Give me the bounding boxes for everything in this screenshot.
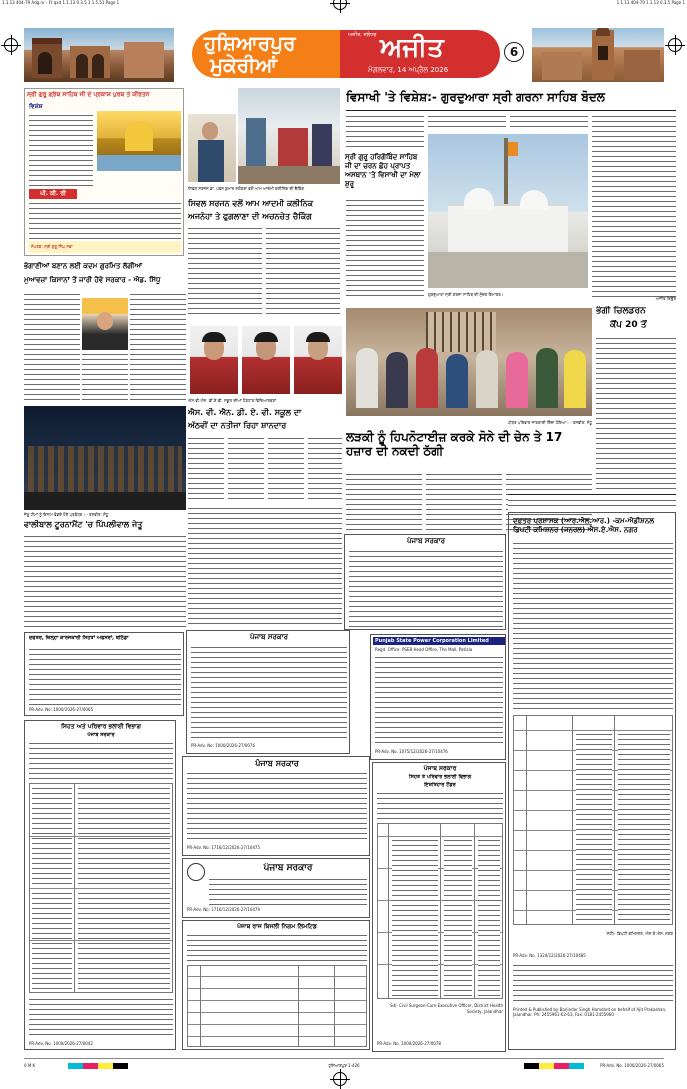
volleyball-text (24, 534, 186, 628)
gurdwara-text-2 (346, 198, 424, 298)
registration-mark (4, 38, 18, 52)
clinic-photo-2 (238, 88, 340, 184)
section-rule (508, 494, 676, 495)
clinic-text-1 (188, 226, 262, 318)
health-dept-table (29, 783, 173, 993)
bottom-left: 0 M K (24, 1063, 36, 1068)
page-number: 6 (504, 42, 524, 62)
file-info-right: 1.1.13 404-79 1.1.13 0.3.5 Page 1 (616, 0, 685, 5)
volleyball-headline: ਵਾਲੀਬਾਲ ਟੂਰਨਾਮੈਂਟ 'ਚ ਪਿੱਪਲੀਵਾਲ ਜੇਤੂ (24, 520, 143, 529)
health-dept-intro (29, 741, 173, 781)
pspcl-notice (370, 634, 506, 760)
tender-sub2: ਇਸ਼ਤਿਹਾਰ ਟੈਂਡਰ (424, 782, 456, 788)
school-photo-caption: ਐਸ.ਵੀ.ਐਨ. ਡੀ.ਏ.ਵੀ. ਸਕੂਲ ਦੀਆਂ ਹੋਣਹਾਰ ਵਿਦਿਆਰਥਣਾਂ (188, 398, 277, 403)
bhangi-text (596, 336, 676, 492)
pspcl-footer: PR-Adv. No. 1075/12/2026-27/10476 (375, 749, 448, 754)
school-text-1 (188, 436, 224, 502)
school-text-2 (228, 436, 264, 502)
punjab-power-intro (187, 933, 367, 963)
lah-notice (508, 512, 676, 1050)
center-left-text (188, 506, 342, 626)
health-dept-outro (29, 997, 173, 1037)
punjab-power-title: ਪੰਜਾਬ ਰਾਜ ਬਿਜਲੀ ਨਿਗਮ ਲਿਮਟਿਡ (237, 923, 317, 930)
gurdwara-text-4 (510, 114, 588, 130)
file-info: 1.1.13 404-79 Adg.nr - Ft qxd 1.1.13 0.3.5 1 1.5.51 Page 1 (2, 0, 120, 5)
health-dept-sub: ਪੰਜਾਬ ਸਰਕਾਰ (87, 732, 115, 738)
lah-notice-footer: PR-Adv. No. 1324/12/2026-27/10485 (513, 953, 586, 958)
region-title-banner (192, 30, 340, 78)
ad-body (29, 201, 181, 241)
gurdwara-text-3 (428, 114, 506, 130)
gurdwara-byline: ਅਜੀਤ ਬਿਊਰੋ (655, 296, 676, 301)
bathinda-notice-body (29, 647, 181, 705)
punjab-govt-4-title: ਪੰਜਾਬ ਸਰਕਾਰ (406, 537, 445, 545)
pspcl-sub: Regd. Office: PSEB Head Office, The Mall, Patiala (375, 647, 473, 652)
lah-notice-body (513, 541, 673, 711)
paper-name: ਅਜੀਤ (380, 33, 444, 63)
punjab-govt-3-body (209, 877, 367, 905)
punjab-govt-notice-2 (182, 756, 370, 856)
bounds-article-text (24, 292, 80, 402)
punjab-govt-notice-3 (182, 858, 370, 918)
lah-notice-title: ਦਫ਼ਤਰ ਪ੍ਰਸ਼ਾਸਕ (ਆਰ.ਐਲ.ਆਰ.) -ਕਮ-ਐਡੀਸ਼ਨਲ ਡਿਪਟੀ ਕਮਿਸ਼ਨਰ (ਜਨਰਲ) ਐਸ.ਏ.ਐਸ. ਨਗਰ (513, 517, 654, 534)
ad-footer: ਸੰਪਰਕ: ਸ੍ਰੀ ਗੁਰੂ ਸਿੰਘ ਸਭਾ (31, 244, 73, 249)
volleyball-caption: ਜੇਤੂ ਟੀਮਾਂ ਨੂੰ ਇਨਾਮ ਵੰਡਦੇ ਹੋਏ ਪ੍ਰਬੰਧਕ। - ਤਸਵੀਰ: ਸੰਧੂ (24, 512, 109, 517)
theft-text-2 (426, 472, 502, 532)
registration-mark (333, 0, 347, 10)
punjab-govt-2-body (187, 771, 367, 841)
clinic-photo-1 (188, 114, 236, 182)
publisher-line: Printed & Published by Barjinder Singh Hamdard on behalf of Ajit Prakashan, Jalandhar. Ph: 2455961-62-63, Fax: 0181-2455960 (513, 1007, 667, 1017)
punjab-govt-2-title: ਪੰਜਾਬ ਸਰਕਾਰ (255, 759, 299, 768)
masthead-photo-right (532, 28, 664, 82)
punjab-govt-4-body (349, 549, 503, 627)
punjab-govt-notice-4 (344, 534, 506, 630)
paper-name-banner (340, 30, 500, 78)
punjab-govt-1-body (191, 645, 347, 741)
tender-footer: PR-Adv. No. 1000/2026-27/0078 (377, 1041, 441, 1046)
headline-rule (346, 110, 676, 111)
bottom-right: PR-Adv. No. 1000/2026-27/0065 (600, 1063, 664, 1068)
tender-notice (372, 762, 506, 1052)
registration-mark (668, 38, 682, 52)
bounds-headline-line1: ਭੰਗਾਣੀਆਂ ਬਣਾਨ ਲਈ ਕਦਮ ਗੁਰਮਿਤ ਲੱਗੀਆਂ (24, 262, 143, 270)
bhangi-headline-line1: ਭੰਗੀ ਚਿਲਡਰਨ (596, 306, 646, 316)
pspcl-title-bar (373, 637, 505, 645)
gurdwara-photo-caption: ਗੁਰਦੁਆਰਾ ਸ੍ਰੀ ਗਰਨਾ ਸਾਹਿਬ ਦੀ ਸੁੰਦਰ ਇਮਾਰਤ। (428, 292, 504, 297)
lah-notice-signature: ਸਹੀ/- ਡਿਪਟੀ ਕਮਿਸ਼ਨਰ, ਐਸ.ਏ.ਐਸ. ਨਗਰ (606, 931, 673, 936)
tender-sub: ਸਿਹਤ ਤੇ ਪਰਿਵਾਰ ਭਲਾਈ ਵਿਭਾਗ (408, 774, 472, 780)
right-text-top (508, 498, 676, 510)
punjab-emblem (187, 863, 205, 881)
theft-text-1 (346, 472, 422, 532)
ad-label-box: ਪੀ. ਕੀ. ਰੀ (29, 189, 77, 199)
edition-label: ਅਜੀਤ, ਜਲੰਧਰ (348, 32, 377, 38)
clinic-headline-line1: ਸਿਵਲ ਸਰਜਨ ਵਲੋਂ ਆਮ ਆਦਮੀ ਕਲੀਨਿਕ (188, 199, 314, 208)
student-photo-3 (294, 326, 342, 394)
punjab-govt-3-title: ਪੰਜਾਬ ਸਰਕਾਰ (263, 863, 313, 873)
clinic-text-2 (266, 226, 340, 318)
ad-footer-box (29, 241, 181, 253)
volleyball-photo (24, 406, 186, 510)
health-dept-footer: PR-Adv. No. 1000/2026-27/0042 (29, 1041, 93, 1046)
theft-photo-caption: ਪੀੜਤ ਪਰਿਵਾਰ ਜਾਣਕਾਰੀ ਦਿੰਦਾ ਹੋਇਆ। - ਤਸਵੀਰ: ਸੰਧੂ (507, 420, 592, 425)
lah-extra-text (513, 963, 673, 1003)
registration-mark (333, 1072, 347, 1086)
bottom-strip (24, 1058, 664, 1072)
bathinda-notice-title: ਦਫਤਰ, ਜ਼ਿਲ੍ਹਾ ਕਾਰਜਕਾਰੀ ਸਿਹਤਾਂ ਅਫਸਰਾਂ, ਬਠਿੰਡਾ (29, 635, 129, 641)
school-text-3 (268, 436, 304, 502)
student-photo-1 (190, 326, 238, 394)
gurdwara-photo (428, 134, 588, 288)
region-title-line1: ਹੁਸ਼ਿਆਰਪੁਰ (204, 31, 296, 55)
punjab-power-table (187, 965, 367, 1047)
portrait-photo (82, 298, 128, 350)
punjab-govt-3-footer: PR-Adv. No: 1716/12/2026-27/10479 (187, 907, 260, 912)
bounds-article-text-3 (82, 352, 128, 402)
golden-temple-photo (97, 111, 181, 171)
color-bar (68, 1063, 128, 1069)
lah-notice-table (513, 715, 673, 925)
ad-subheading: ਵਿਸ਼ੇਸ਼ (29, 103, 43, 110)
bottom-center: ਹੁਸ਼ਿਆਰਪੁਰ 1-426 (328, 1063, 360, 1068)
religious-ad (24, 88, 184, 256)
punjab-govt-2-footer: PR-Adv. No: 1716/12/2026-27/10475 (187, 845, 260, 850)
ad-text (29, 113, 93, 187)
masthead-photo-left (24, 28, 174, 82)
ad-heading: ਸ੍ਰੀ ਗੁਰੂ ਗ੍ਰੰਥ ਸਾਹਿਬ ਜੀ ਦੇ ਪ੍ਰਕਾਸ਼ ਪੁਰਬ ਤੇ ਕੀਰਤਨ (27, 91, 150, 98)
bounds-headline-line2: ਮੁਆਵਜ਼ਾ ਕਿਸਾਨਾਂ ਤੋਂ ਜਾਰੀ ਹੋਵੇ ਸਰਕਾਰ - ਐਡ. ਸਿੱਧੂ (24, 276, 161, 284)
bathinda-notice (24, 632, 184, 716)
health-dept-title: ਸਿਹਤ ਅਤੇ ਪਰਿਵਾਰ ਭਲਾਈ ਵਿਭਾਗ (61, 723, 141, 730)
tender-title: ਪੰਜਾਬ ਸਰਕਾਰ (423, 765, 457, 772)
masthead (24, 24, 664, 86)
health-dept-notice (24, 720, 176, 1050)
bathinda-notice-footer: PR-Adv. No: 1000/2026-27/0065 (29, 707, 94, 712)
school-headline-line2: ਅੱਠਵੀਂ ਦਾ ਨਤੀਜਾ ਰਿਹਾ ਸ਼ਾਨਦਾਰ (188, 421, 287, 430)
clinic-caption: ਸਿਵਲ ਸਰਜਨ ਡਾ. ਪਵਨ ਕੁਮਾਰ ਸ਼ਗੋਤਰਾ ਵਲੋਂ ਆਮ ਆਦਮੀ ਕਲੀਨਿਕ ਦੀ ਚੈਕਿੰਗ (188, 186, 305, 191)
tender-table (377, 823, 503, 999)
punjab-govt-1-footer: PR-Adv. No: 1000/2026-27/0076 (191, 743, 256, 748)
bounds-article-text-2 (130, 292, 186, 402)
region-title-line2: ਮੁਕੇਰੀਆਂ (210, 53, 278, 77)
student-photo-2 (242, 326, 290, 394)
gurdwara-text-5 (592, 114, 676, 298)
theft-headline: ਲੜਕੀ ਨੂੰ ਹਿਪਨੋਟਾਈਜ਼ ਕਰਕੇ ਸੋਨੇ ਦੀ ਚੇਨ ਤੇ 17 ਹਜ਼ਾਰ ਦੀ ਨਕਦੀ ਠੱਗੀ (346, 430, 563, 458)
gurdwara-text-1 (346, 114, 424, 150)
theft-photo (346, 308, 592, 416)
edition-date: ਮੰਗਲਵਾਰ, 14 ਅਪ੍ਰੈਲ 2026 (368, 66, 449, 74)
gurdwara-headline: ਵਿਸਾਖੀ 'ਤੇ ਵਿਸ਼ੇਸ਼:- ਗੁਰਦੁਆਰਾ ਸ੍ਰੀ ਗਰਨਾ ਸਾਹਿਬ ਬੋਦਲ (346, 90, 605, 104)
punjab-govt-1-title: ਪੰਜਾਬ ਸਰਕਾਰ (249, 633, 288, 641)
pspcl-body (375, 655, 503, 747)
school-headline-line1: ਐਸ. ਵੀ. ਐਨ. ਡੀ. ਏ. ਵੀ. ਸਕੂਲ ਦਾ (188, 408, 302, 417)
gurdwara-sidebar-quote: ਸ੍ਰੀ ਗੁਰੂ ਹਰਿਗੋਬਿੰਦ ਸਾਹਿਬ ਜੀ ਦਾ ਚਰਨ ਛੋਹ ਪ੍ਰਾਪਤ ਅਸਥਾਨ 'ਤੇ ਵਿਸਾਖੀ ਦਾ ਮੇਲਾ ਸ਼ੁਰੂ (345, 153, 421, 188)
punjab-power-notice (182, 920, 370, 1050)
tender-intro (377, 791, 503, 821)
color-bar-right (524, 1063, 584, 1069)
school-text-4 (308, 436, 342, 502)
bhangi-headline-line2: ਕੈਂਪ 20 ਤੋਂ (610, 320, 647, 330)
clinic-headline-line2: ਅਜਨੋਹਾ ਤੇ ਫੁਗਲਾਣਾ ਦੀ ਅਚਨਚੇਤ ਚੈਕਿੰਗ (188, 212, 312, 221)
pspcl-title: Punjab State Power Corporation Limited (375, 638, 489, 644)
tender-signature: Sd/- Civil Surgeon-Cum-Executive Officer, District Health Society, Jalandhar (389, 1003, 503, 1014)
punjab-govt-notice-1 (186, 630, 350, 754)
